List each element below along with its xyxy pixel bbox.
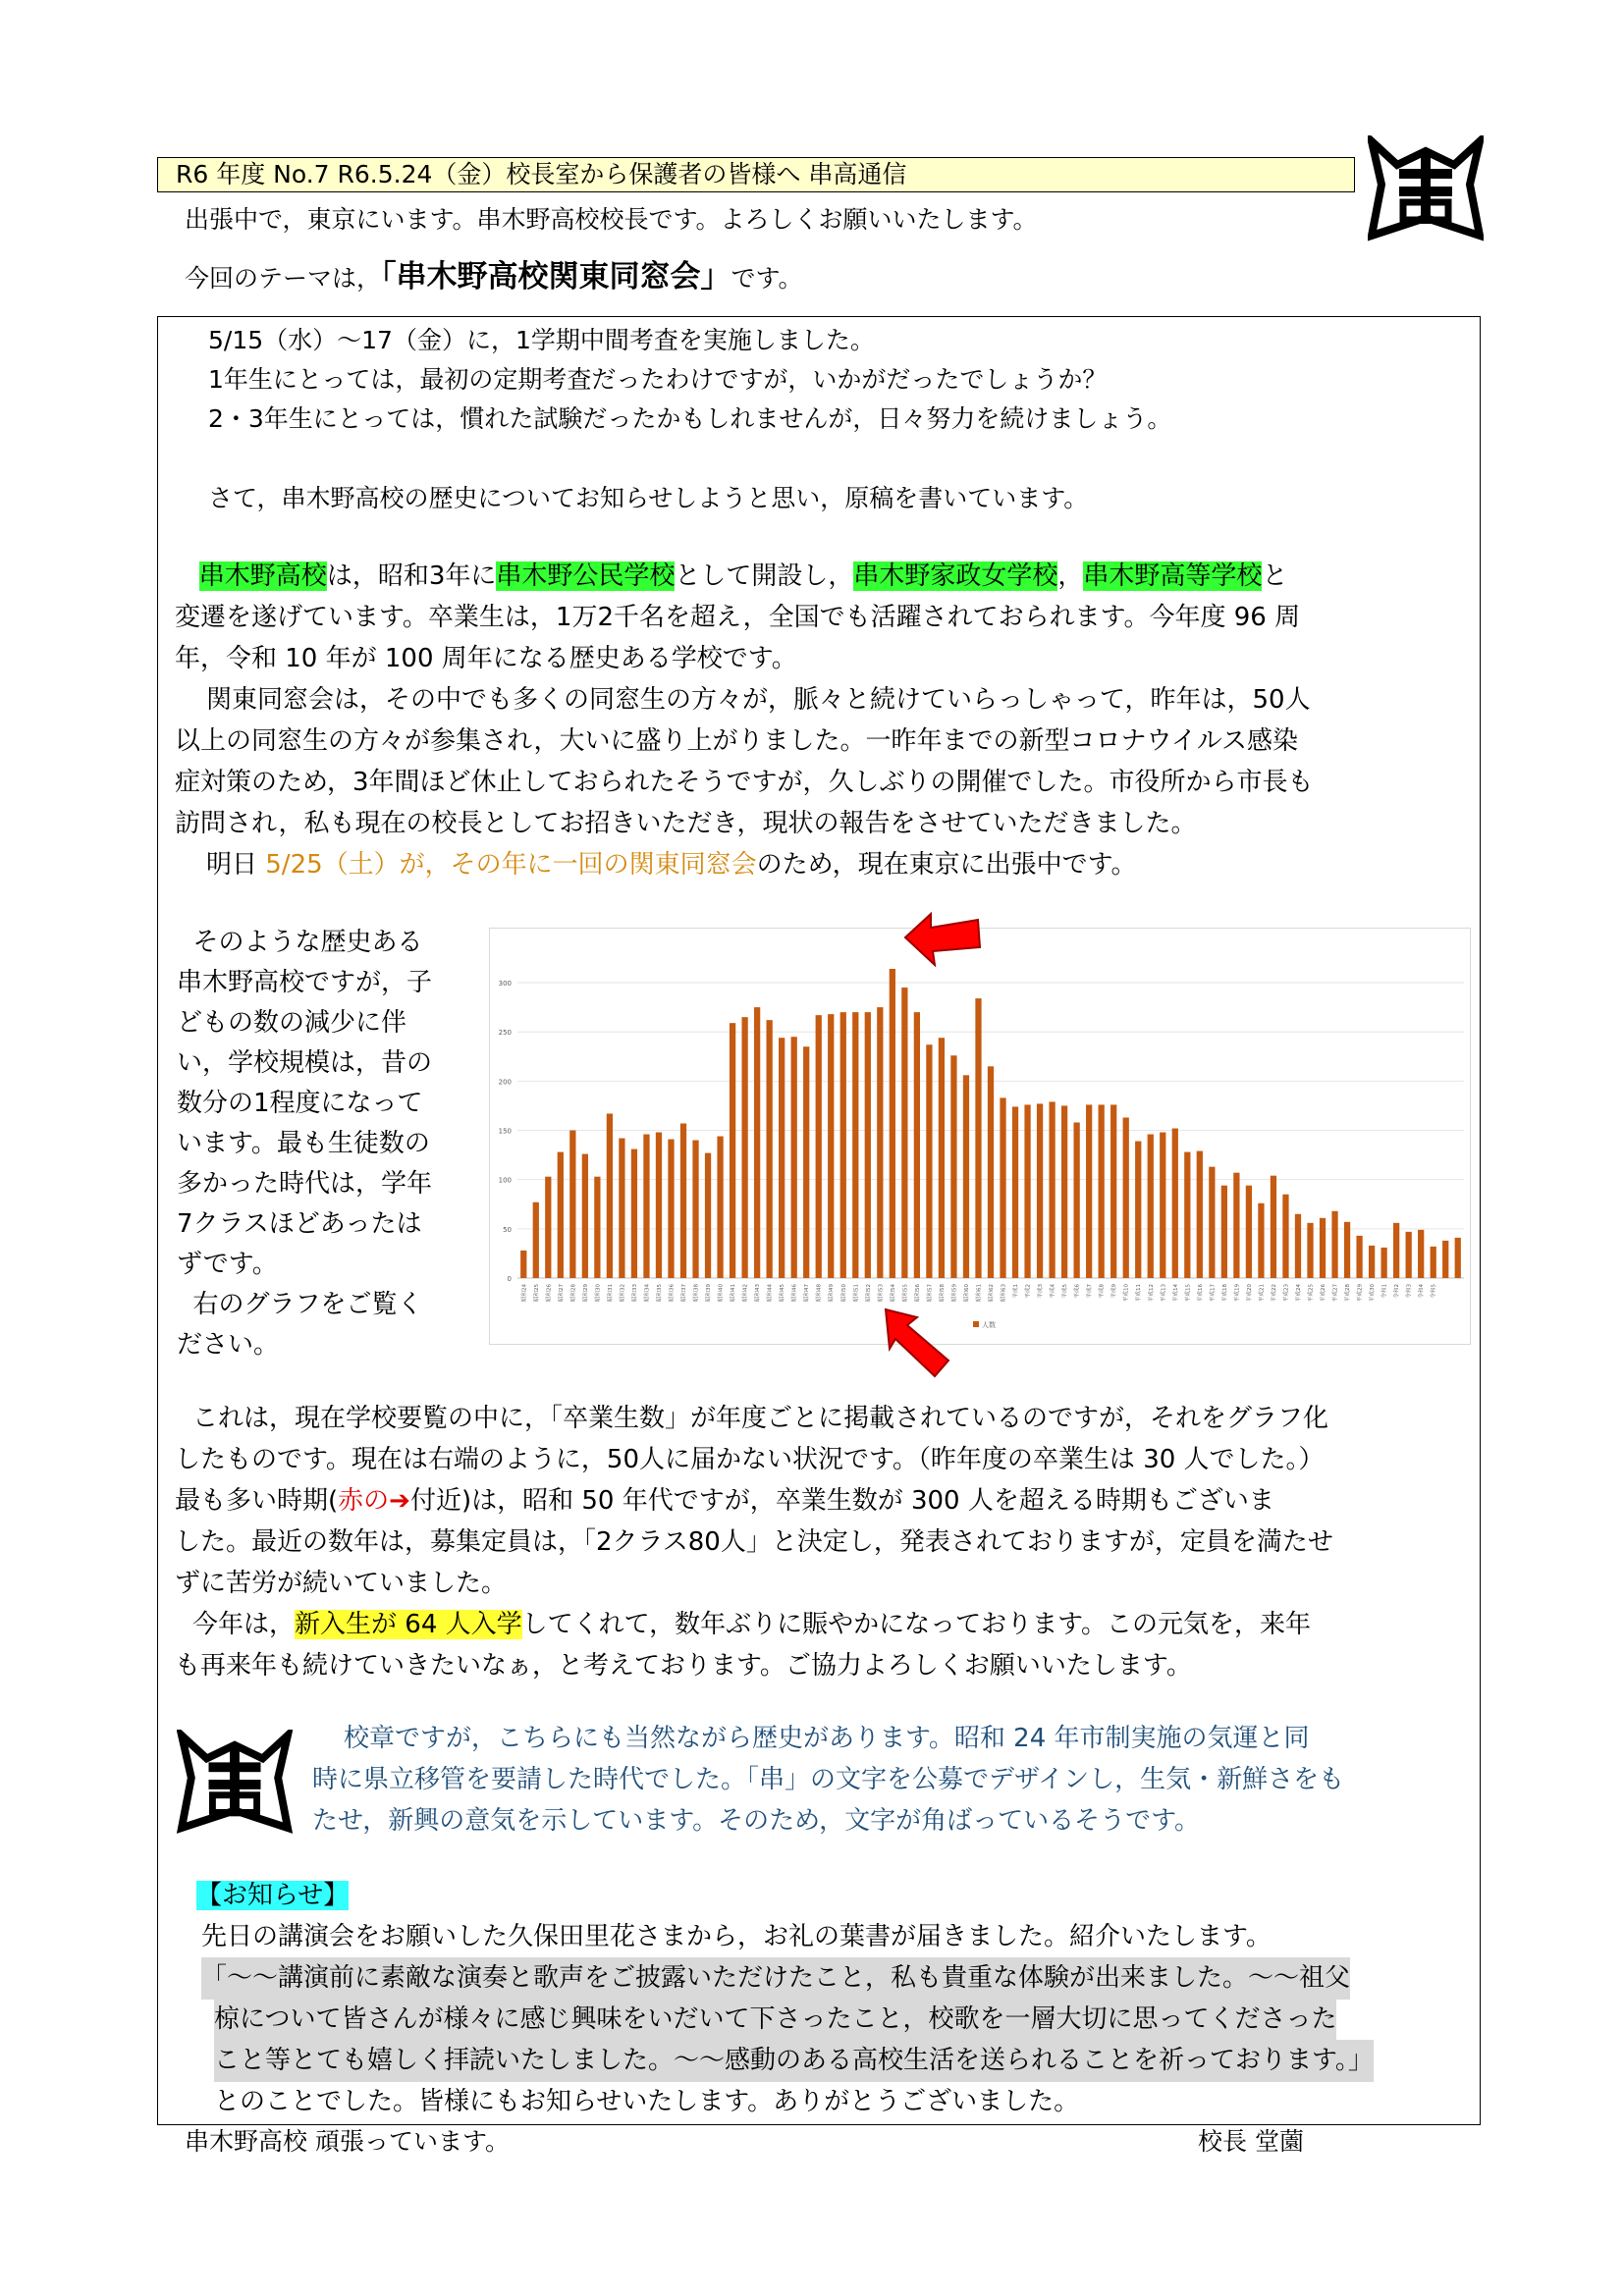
side-text-line: 串木野高校ですが，子 bbox=[177, 968, 433, 997]
chart-y-tick-label: 150 bbox=[498, 1127, 512, 1136]
chart-bar bbox=[619, 1139, 624, 1278]
chart-bar bbox=[1356, 1236, 1362, 1278]
chart-bar bbox=[975, 998, 981, 1278]
side-text-line: どもの数の減少に伴 bbox=[177, 1008, 407, 1038]
chart-x-tick-label: 昭和59 bbox=[951, 1284, 958, 1302]
side-text-line: 7クラスほどあったは bbox=[177, 1209, 422, 1239]
chart-bar bbox=[1221, 1186, 1227, 1278]
notice-label-text: 【お知らせ】 bbox=[196, 1881, 350, 1910]
new-students-highlight: 新入生が 64 人入学 bbox=[295, 1610, 522, 1639]
notice-line-5: とのことでした。皆様にもお知らせいたします。ありがとうございました。 bbox=[214, 2087, 1080, 2116]
chart-x-tick-label: 平成17 bbox=[1210, 1284, 1217, 1302]
chart-bar bbox=[1320, 1218, 1326, 1278]
chart-x-tick-label: 昭和32 bbox=[620, 1284, 626, 1302]
chart-bar bbox=[692, 1141, 698, 1278]
chart-bar bbox=[1160, 1133, 1165, 1278]
chart-bar bbox=[668, 1140, 674, 1278]
chart-x-tick-label: 昭和51 bbox=[853, 1284, 860, 1302]
history-text: 明日 bbox=[206, 850, 266, 880]
history-text: ， bbox=[1057, 561, 1084, 591]
graduates-line-4: した。最近の数年は，募集定員は，「2クラス80人」と決定し，発表されておりますが，定員を満たせ bbox=[175, 1527, 1333, 1557]
emblem-line-2: 時に県立移管を要請した時代でした。「串」の文字を公募でデザインし，生気・新鮮さをも bbox=[312, 1765, 1345, 1794]
chart-bar bbox=[877, 1007, 883, 1278]
chart-bar bbox=[779, 1038, 785, 1278]
notice-quote-2: 椋について皆さんが様々に感じ興味をいだいて下さったこと，校歌を一層大切に思ってくださった bbox=[214, 1999, 1336, 2041]
chart-x-tick-label: 昭和43 bbox=[755, 1284, 762, 1302]
theme-prefix: 今回のテーマは， bbox=[185, 264, 382, 293]
intro-line: 出張中で，東京にいます。串木野高校校長です。よろしくお願いいたします。 bbox=[185, 205, 1038, 234]
chart-x-tick-label: 昭和57 bbox=[927, 1284, 934, 1302]
footer-left: 串木野高校 頑張っています。 bbox=[185, 2127, 510, 2156]
chart-bar bbox=[1123, 1117, 1129, 1278]
chart-bar bbox=[767, 1020, 773, 1278]
chart-x-tick-label: 昭和40 bbox=[718, 1284, 725, 1302]
chart-x-tick-label: 平成23 bbox=[1283, 1284, 1290, 1302]
theme-line bbox=[185, 257, 803, 298]
chart-x-tick-label: 平成9 bbox=[1111, 1284, 1118, 1299]
side-text-line: い，学校規模は，昔の bbox=[177, 1048, 433, 1078]
chart-y-tick-label: 50 bbox=[503, 1225, 512, 1234]
emblem-line-1: 校章ですが，こちらにも当然ながら歴史があります。昭和 24 年市制実施の気運と同 bbox=[344, 1724, 1310, 1753]
chart-bar bbox=[656, 1133, 662, 1278]
chart-x-tick-label: 平成15 bbox=[1185, 1284, 1192, 1302]
chart-x-tick-label: 昭和38 bbox=[693, 1284, 700, 1302]
chart-x-tick-label: 昭和37 bbox=[681, 1284, 688, 1302]
chart-x-tick-label: 平成19 bbox=[1234, 1284, 1241, 1302]
chart-bar bbox=[1418, 1230, 1424, 1278]
history-line-5: 以上の同窓生の方々が参集され，大いに盛り上がりました。一昨年までの新型コロナウイルス感染 bbox=[175, 726, 1299, 756]
chart-bar bbox=[520, 1251, 526, 1278]
chart-bar bbox=[1197, 1151, 1203, 1278]
chart-bar bbox=[939, 1038, 945, 1278]
chart-x-tick-label: 昭和58 bbox=[939, 1284, 946, 1302]
chart-x-tick-label: 昭和63 bbox=[1001, 1284, 1007, 1302]
chart-x-tick-label: 平成13 bbox=[1161, 1284, 1167, 1302]
theme-suffix: です。 bbox=[731, 264, 803, 293]
graduates-line-7: も再来年も続けていきたいなぁ，と考えております。ご協力よろしくお願いいたします。 bbox=[175, 1651, 1192, 1681]
history-line-3: 年，令和 10 年が 100 周年になる歴史ある学校です。 bbox=[175, 644, 797, 673]
chart-x-tick-label: 平成1 bbox=[1013, 1284, 1020, 1299]
chart-bar bbox=[803, 1046, 809, 1278]
chart-bar bbox=[1086, 1104, 1092, 1278]
history-text: は，昭和3年に bbox=[326, 561, 497, 591]
chart-x-tick-label: 令和5 bbox=[1431, 1284, 1437, 1299]
graduates-chart-svg bbox=[490, 929, 1472, 1346]
chart-x-tick-label: 平成8 bbox=[1099, 1284, 1106, 1299]
highlight-kominga: 串木野公民学校 bbox=[496, 561, 676, 591]
graduates-line-1: これは，現在学校要覧の中に，「卒業生数」が年度ごとに掲載されているのですが，それをグラフ化 bbox=[192, 1404, 1329, 1433]
chart-x-tick-label: 昭和36 bbox=[669, 1284, 676, 1302]
side-text-column bbox=[177, 923, 471, 1365]
chart-bar bbox=[607, 1113, 613, 1278]
chart-bar bbox=[1455, 1238, 1461, 1278]
graduates-text: してくれて，数年ぶりに賑やかになっております。この元気を，来年 bbox=[521, 1610, 1312, 1639]
chart-x-tick-label: 平成29 bbox=[1357, 1284, 1364, 1302]
chart-x-tick-label: 昭和48 bbox=[816, 1284, 823, 1302]
side-text-line: ださい。 bbox=[177, 1330, 280, 1360]
footer-right: 校長 堂薗 bbox=[1198, 2127, 1304, 2156]
red-arrow-note: 赤の➔ bbox=[338, 1486, 410, 1516]
arrow-bottom-icon bbox=[882, 1306, 952, 1384]
chart-x-tick-label: 昭和31 bbox=[607, 1284, 614, 1302]
chart-x-tick-label: 平成12 bbox=[1148, 1284, 1155, 1302]
chart-bar bbox=[1012, 1106, 1018, 1278]
chart-x-tick-label: 平成7 bbox=[1087, 1284, 1094, 1299]
chart-bar bbox=[1024, 1104, 1030, 1278]
chart-bar bbox=[533, 1202, 539, 1278]
chart-x-tick-label: 平成18 bbox=[1221, 1284, 1228, 1302]
chart-bar bbox=[717, 1137, 723, 1278]
chart-x-tick-label: 昭和39 bbox=[706, 1284, 713, 1302]
graduates-line-3 bbox=[175, 1480, 1274, 1522]
chart-bar bbox=[1393, 1223, 1399, 1278]
chart-bar bbox=[582, 1154, 588, 1278]
chart-bar bbox=[741, 1017, 747, 1278]
chart-bar bbox=[1110, 1104, 1116, 1278]
chart-x-tick-label: 昭和62 bbox=[989, 1284, 995, 1302]
notice-line-1: 先日の講演会をお願いした久保田里花さまから，お礼の葉書が届きました。紹介いたします。 bbox=[201, 1922, 1272, 1951]
graduates-text: 今年は， bbox=[192, 1610, 296, 1639]
side-text-line: ずです。 bbox=[177, 1250, 278, 1279]
chart-x-tick-label: 平成6 bbox=[1074, 1284, 1081, 1299]
side-text-line: 数分の1程度になって bbox=[177, 1089, 423, 1118]
school-emblem-top bbox=[1368, 135, 1484, 241]
chart-x-tick-label: 平成27 bbox=[1332, 1284, 1339, 1302]
chart-bar bbox=[1271, 1176, 1276, 1278]
notice-label bbox=[196, 1875, 349, 1917]
chart-x-tick-label: 令和2 bbox=[1394, 1284, 1401, 1299]
emblem-line-3: たせ，新興の意気を示しています。そのため，文字が角ばっているそうです。 bbox=[312, 1806, 1201, 1836]
chart-y-tick-label: 100 bbox=[498, 1176, 512, 1185]
chart-x-tick-label: 昭和47 bbox=[804, 1284, 811, 1302]
chart-x-tick-label: 平成30 bbox=[1370, 1284, 1377, 1302]
chart-bar bbox=[1307, 1223, 1313, 1278]
chart-x-tick-label: 昭和35 bbox=[656, 1284, 663, 1302]
chart-x-tick-label: 平成21 bbox=[1259, 1284, 1266, 1302]
chart-x-tick-label: 昭和28 bbox=[570, 1284, 577, 1302]
chart-bar bbox=[1258, 1203, 1264, 1278]
chart-bar bbox=[558, 1152, 564, 1278]
history-line-4: 関東同窓会は，その中でも多くの同窓生の方々が，脈々と続けていらっしゃって，昨年は，50人 bbox=[206, 685, 1311, 715]
chart-x-tick-label: 昭和29 bbox=[582, 1284, 589, 1302]
chart-x-tick-label: 平成3 bbox=[1038, 1284, 1045, 1299]
chart-bar bbox=[828, 1014, 834, 1278]
chart-x-tick-label: 平成4 bbox=[1050, 1284, 1056, 1299]
chart-legend-swatch bbox=[973, 1321, 979, 1327]
history-line-2: 変遷を遂げています。卒業生は，1万2千名を超え，全国でも活躍されておられます。今年度 96 周 bbox=[175, 603, 1301, 632]
chart-x-tick-label: 平成11 bbox=[1136, 1284, 1143, 1302]
chart-x-tick-label: 昭和52 bbox=[865, 1284, 872, 1302]
arrow-top-icon bbox=[903, 908, 982, 971]
chart-bar bbox=[1282, 1195, 1288, 1278]
chart-x-tick-label: 昭和46 bbox=[791, 1284, 798, 1302]
side-text-line: 多かった時代は，学年 bbox=[177, 1169, 433, 1199]
highlight-school-name: 串木野高校 bbox=[198, 561, 327, 591]
chart-bar bbox=[1061, 1105, 1067, 1278]
history-line-7: 訪問され，私も現在の校長としてお招きいただき，現状の報告をさせていただきました。 bbox=[175, 809, 1197, 838]
chart-x-tick-label: 昭和50 bbox=[840, 1284, 847, 1302]
chart-y-tick-label: 300 bbox=[498, 980, 512, 988]
chart-bar bbox=[1184, 1152, 1190, 1278]
side-text-line: そのような歴史ある bbox=[177, 928, 423, 957]
chart-bar bbox=[840, 1012, 846, 1278]
side-text-line: います。最も生徒数の bbox=[177, 1129, 430, 1158]
chart-bar bbox=[631, 1149, 637, 1278]
history-line-1 bbox=[175, 556, 1471, 598]
exam-line-1: 5/15（水）～17（金）に，1学期中間考査を実施しました。 bbox=[208, 326, 875, 354]
chart-bar bbox=[1049, 1101, 1055, 1278]
chart-bar bbox=[730, 1023, 735, 1278]
chart-bar bbox=[852, 1012, 858, 1278]
history-text: のため，現在東京に出張中です。 bbox=[756, 850, 1137, 880]
chart-x-tick-label: 昭和55 bbox=[902, 1284, 909, 1302]
chart-x-tick-label: 令和4 bbox=[1419, 1284, 1426, 1299]
notice-quote-1: 「～～講演前に素敵な演奏と歌声をご披露いただけたこと，私も貴重な体験が出来ました。～～祖父 bbox=[201, 1957, 1350, 2000]
theme-title: 「串木野高校関東同窓会」 bbox=[381, 259, 731, 294]
chart-bar bbox=[791, 1037, 797, 1278]
chart-bar bbox=[1000, 1097, 1005, 1278]
newsletter-header bbox=[157, 157, 1355, 192]
exam-line-2: 1年生にとっては，最初の定期考査だったわけですが，いかがだったでしょうか？ bbox=[208, 365, 1108, 394]
chart-bar bbox=[643, 1135, 649, 1278]
chart-x-tick-label: 昭和41 bbox=[731, 1284, 737, 1302]
chart-x-tick-label: 平成22 bbox=[1271, 1284, 1277, 1302]
chart-bar bbox=[1037, 1103, 1043, 1278]
chart-x-tick-label: 昭和49 bbox=[829, 1284, 836, 1302]
chart-x-tick-label: 令和1 bbox=[1381, 1284, 1388, 1299]
chart-x-tick-label: 平成5 bbox=[1062, 1284, 1069, 1299]
highlight-kaseijo: 串木野家政女学校 bbox=[853, 561, 1058, 591]
chart-bar bbox=[914, 1012, 920, 1278]
chart-legend-label: 人数 bbox=[982, 1321, 996, 1329]
chart-x-tick-label: 昭和56 bbox=[914, 1284, 921, 1302]
history-line-6: 症対策のため，3年間ほど休止しておられたそうですが，久しぶりの開催でした。市役所から市長も bbox=[175, 768, 1314, 797]
chart-x-tick-label: 平成2 bbox=[1025, 1284, 1032, 1299]
graduates-line-6 bbox=[192, 1604, 1311, 1646]
chart-x-tick-label: 昭和53 bbox=[878, 1284, 885, 1302]
chart-bar bbox=[1099, 1104, 1105, 1278]
chart-bar bbox=[1246, 1186, 1252, 1278]
chart-bar bbox=[680, 1124, 686, 1278]
chart-bar bbox=[865, 1012, 871, 1278]
chart-x-tick-label: 平成16 bbox=[1197, 1284, 1204, 1302]
chart-x-tick-label: 平成25 bbox=[1308, 1284, 1315, 1302]
chart-bar bbox=[754, 1007, 760, 1278]
chart-x-tick-label: 昭和60 bbox=[963, 1284, 970, 1302]
history-text: として開設し， bbox=[675, 561, 854, 591]
chart-x-tick-label: 昭和34 bbox=[644, 1284, 651, 1302]
chart-bar bbox=[1406, 1232, 1412, 1278]
chart-bar bbox=[1344, 1222, 1350, 1278]
chart-x-tick-label: 令和3 bbox=[1406, 1284, 1413, 1299]
history-line-8 bbox=[206, 844, 1137, 886]
kanto-reunion-date: 5/25（土）が，その年に一回の関東同窓会 bbox=[265, 850, 757, 880]
chart-bar bbox=[1148, 1135, 1154, 1278]
chart-x-tick-label: 昭和61 bbox=[976, 1284, 983, 1302]
chart-bar bbox=[1074, 1122, 1080, 1278]
chart-x-tick-label: 平成24 bbox=[1295, 1284, 1302, 1302]
chart-bar bbox=[950, 1055, 956, 1278]
chart-x-tick-label: 平成10 bbox=[1123, 1284, 1130, 1302]
notice-quote-3: こと等とても嬉しく拝読いたしました。～～感動のある高校生活を送られることを祈っております。」 bbox=[214, 2040, 1374, 2082]
chart-x-tick-label: 昭和30 bbox=[595, 1284, 602, 1302]
chart-x-tick-label: 昭和45 bbox=[780, 1284, 786, 1302]
chart-x-tick-label: 昭和25 bbox=[533, 1284, 540, 1302]
chart-bar bbox=[890, 969, 895, 1278]
chart-bar bbox=[1209, 1167, 1215, 1278]
chart-y-tick-label: 250 bbox=[498, 1029, 512, 1038]
chart-y-tick-label: 0 bbox=[507, 1275, 512, 1283]
chart-bar bbox=[1295, 1214, 1301, 1278]
school-emblem-lower bbox=[177, 1730, 293, 1834]
chart-bar bbox=[1331, 1211, 1337, 1278]
chart-bar bbox=[1380, 1248, 1386, 1278]
chart-bar bbox=[1233, 1173, 1239, 1278]
chart-x-tick-label: 平成20 bbox=[1246, 1284, 1253, 1302]
chart-bar bbox=[1369, 1246, 1375, 1278]
chart-x-tick-label: 昭和42 bbox=[742, 1284, 749, 1302]
graduates-line-2: したものです。現在は右端のように，50人に届かない状況です。（昨年度の卒業生は 30 人でした。） bbox=[175, 1445, 1325, 1474]
chart-bar bbox=[594, 1177, 600, 1278]
exam-line-3: 2・3年生にとっては，慣れた試験だったかもしれませんが，日々努力を続けましょう。 bbox=[208, 404, 1172, 433]
highlight-koto: 串木野高等学校 bbox=[1083, 561, 1263, 591]
chart-x-tick-label: 昭和44 bbox=[767, 1284, 774, 1302]
chart-x-tick-label: 平成14 bbox=[1172, 1284, 1179, 1302]
chart-bar bbox=[926, 1044, 932, 1278]
chart-x-tick-label: 昭和54 bbox=[890, 1284, 896, 1302]
chart-x-tick-label: 平成26 bbox=[1321, 1284, 1327, 1302]
history-text: と bbox=[1262, 561, 1288, 591]
chart-x-tick-label: 昭和26 bbox=[546, 1284, 553, 1302]
chart-bar bbox=[1135, 1142, 1141, 1278]
chart-bar bbox=[1431, 1247, 1436, 1278]
chart-bar bbox=[545, 1177, 551, 1278]
chart-bar bbox=[1172, 1129, 1178, 1278]
chart-bar bbox=[901, 988, 907, 1278]
side-text-line: 右のグラフをご覧く bbox=[177, 1290, 423, 1319]
chart-x-tick-label: 昭和33 bbox=[631, 1284, 638, 1302]
chart-x-tick-label: 平成28 bbox=[1345, 1284, 1352, 1302]
newsletter-header-title: R6 年度 No.7 R6.5.24（金）校長室から保護者の皆様へ 串高通信 bbox=[176, 160, 907, 188]
history-intro: さて，串木野高校の歴史についてお知らせしようと思い，原稿を書いています。 bbox=[208, 484, 1089, 512]
graduates-text: 付近)は，昭和 50 年代ですが，卒業生数が 300 人を超える時期もございま bbox=[409, 1486, 1274, 1516]
graduates-line-5: ずに苦労が続いていました。 bbox=[175, 1569, 508, 1598]
chart-bar bbox=[1442, 1241, 1448, 1278]
graduates-chart bbox=[489, 928, 1471, 1345]
graduates-text: 最も多い時期( bbox=[175, 1486, 339, 1516]
chart-x-tick-label: 昭和24 bbox=[521, 1284, 528, 1302]
chart-bar bbox=[816, 1015, 822, 1278]
chart-bar bbox=[569, 1131, 575, 1278]
chart-bar bbox=[988, 1066, 994, 1278]
chart-y-tick-label: 200 bbox=[498, 1078, 512, 1087]
chart-bar bbox=[963, 1075, 969, 1278]
chart-bar bbox=[705, 1153, 711, 1278]
chart-x-tick-label: 昭和27 bbox=[558, 1284, 565, 1302]
